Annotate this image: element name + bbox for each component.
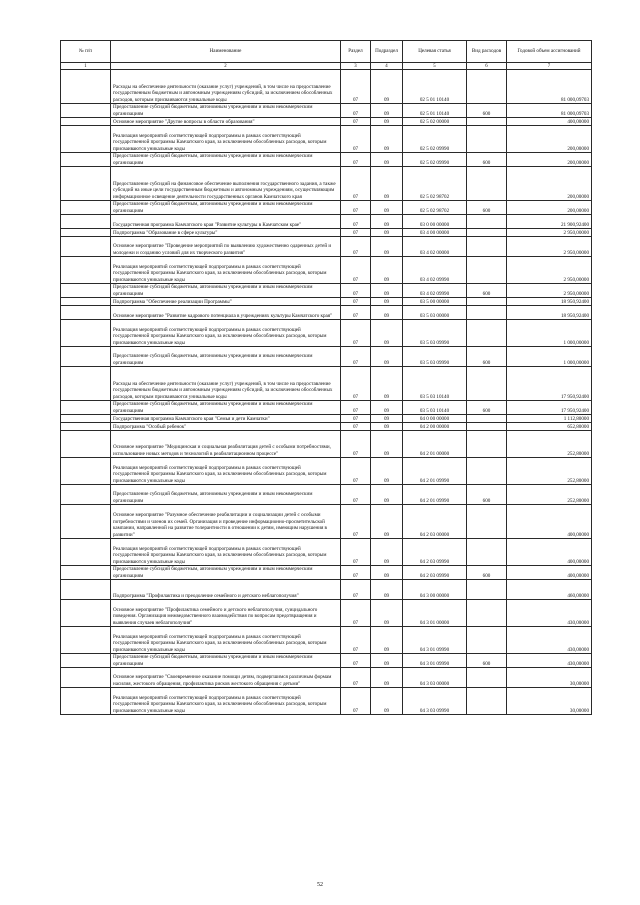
cell-amount: 460,00000	[507, 580, 592, 600]
cell-number	[61, 284, 111, 298]
cell-number	[61, 654, 111, 668]
cell-name: Реализация мероприятий соответствующей подпрограммы в рамках соответствующей государственной программы Камчатского края, за исключением обособленных расходов, которым присваиваются уникальные коды	[111, 688, 341, 715]
cell-number	[61, 118, 111, 126]
cell-number	[61, 539, 111, 566]
cell-expense-type	[467, 539, 507, 566]
cell-expense-type	[467, 215, 507, 229]
cell-expense-type	[467, 298, 507, 306]
cell-podrazdel: 09	[371, 505, 403, 539]
table-row	[61, 229, 592, 237]
cell-expense-type: 600	[467, 566, 507, 580]
cell-name: Предоставление субсидий бюджетным, автономным учреждениям и иным некоммерческим организациям	[111, 347, 341, 367]
cell-podrazdel: 09	[371, 423, 403, 431]
cell-target-article: 02 5 01 10140	[403, 104, 467, 118]
cell-name: Основное мероприятие "Развитие кадрового потенциала в учреждениях культуры Камчатского края"	[111, 306, 341, 320]
cell-name: Реализация мероприятий соответствующей подпрограммы в рамках соответствующей государственной программы Камчатского края, за исключением обособленных расходов, которым присваиваются уникальные коды	[111, 320, 341, 347]
table-row	[61, 257, 592, 284]
cell-expense-type	[467, 306, 507, 320]
cell-amount: 17 950,92400	[507, 401, 592, 415]
cell-target-article: 04 3 03 09990	[403, 688, 467, 715]
cell-razdel: 07	[341, 367, 371, 401]
cell-number	[61, 566, 111, 580]
cell-name: Государственная программа Камчатского края "Семья и дети Камчатки"	[111, 415, 341, 423]
cell-expense-type: 600	[467, 347, 507, 367]
cell-amount: 1 000,00000	[507, 320, 592, 347]
cell-podrazdel: 09	[371, 688, 403, 715]
cell-podrazdel: 09	[371, 654, 403, 668]
cell-expense-type: 600	[467, 654, 507, 668]
cell-podrazdel: 09	[371, 347, 403, 367]
cell-target-article: 04 2 03 09990	[403, 539, 467, 566]
cell-expense-type	[467, 627, 507, 654]
table-row	[61, 627, 592, 654]
cell-amount: 400,00000	[507, 566, 592, 580]
cell-expense-type: 600	[467, 401, 507, 415]
cell-number	[61, 153, 111, 167]
cell-expense-type	[467, 126, 507, 153]
budget-table	[60, 40, 592, 715]
cell-name: Предоставление субсидий бюджетным, автономным учреждениям и иным некоммерческим организациям	[111, 104, 341, 118]
cell-razdel: 07	[341, 153, 371, 167]
cell-expense-type	[467, 458, 507, 485]
cell-number	[61, 580, 111, 600]
cell-razdel: 07	[341, 306, 371, 320]
cell-name: Подпрограмма "Образование в сфере культуры"	[111, 229, 341, 237]
cell-expense-type: 600	[467, 284, 507, 298]
cell-podrazdel: 09	[371, 401, 403, 415]
cell-target-article: 04 2 01 09990	[403, 458, 467, 485]
cell-number	[61, 600, 111, 627]
cell-podrazdel: 09	[371, 627, 403, 654]
cell-target-article: 02 5 02 00000	[403, 118, 467, 126]
cell-podrazdel: 09	[371, 600, 403, 627]
cell-name: Реализация мероприятий соответствующей подпрограммы в рамках соответствующей государственной программы Камчатского края, за исключением обособленных расходов, которым присваиваются уникальные коды	[111, 627, 341, 654]
table-row	[61, 284, 592, 298]
cell-target-article: 03 4 02 00000	[403, 237, 467, 257]
cell-number	[61, 229, 111, 237]
cell-expense-type	[467, 505, 507, 539]
cell-podrazdel: 09	[371, 104, 403, 118]
cell-podrazdel: 09	[371, 566, 403, 580]
cell-amount: 400,00000	[507, 539, 592, 566]
table-row	[61, 167, 592, 201]
cell-podrazdel: 09	[371, 306, 403, 320]
cell-number	[61, 167, 111, 201]
cell-name: Предоставление субсидий бюджетным, автономным учреждениям и иным некоммерческим организациям	[111, 284, 341, 298]
cell-number	[61, 401, 111, 415]
cell-podrazdel: 09	[371, 320, 403, 347]
table-row	[61, 401, 592, 415]
cell-amount: 2 950,00000	[507, 284, 592, 298]
table-row	[61, 654, 592, 668]
cell-podrazdel: 09	[371, 284, 403, 298]
colnum-7: 7	[507, 63, 592, 70]
table-row	[61, 237, 592, 257]
colnum-6: 6	[467, 63, 507, 70]
cell-razdel: 07	[341, 458, 371, 485]
cell-name: Предоставление субсидий бюджетным, автономным учреждениям и иным некоммерческим организациям	[111, 401, 341, 415]
cell-name: Основное мероприятие "Профилактика семейного и детского неблагополучия, суицидального поведения. Организация межведомственного взаимодействия по вопросам предотвращения и выявления случаев неблагополучия"	[111, 600, 341, 627]
cell-podrazdel: 09	[371, 229, 403, 237]
cell-amount: 252,80000	[507, 431, 592, 458]
table-row	[61, 153, 592, 167]
colnum-4: 4	[371, 63, 403, 70]
cell-target-article: 04 3 01 09990	[403, 654, 467, 668]
cell-razdel: 07	[341, 201, 371, 215]
cell-podrazdel: 09	[371, 118, 403, 126]
cell-amount: 430,00000	[507, 654, 592, 668]
cell-number	[61, 257, 111, 284]
cell-amount: 252,80000	[507, 485, 592, 505]
cell-target-article: 03 0 00 00000	[403, 215, 467, 229]
cell-amount: 430,00000	[507, 600, 592, 627]
cell-name: Предоставление субсидий бюджетным, автономным учреждениям и иным некоммерческим организациям	[111, 485, 341, 505]
cell-number	[61, 70, 111, 104]
cell-amount: 30,00000	[507, 688, 592, 715]
cell-podrazdel: 09	[371, 237, 403, 257]
cell-razdel: 07	[341, 104, 371, 118]
cell-expense-type: 600	[467, 104, 507, 118]
cell-target-article: 04 2 01 00000	[403, 431, 467, 458]
cell-razdel: 07	[341, 415, 371, 423]
page-number: 52	[317, 882, 323, 888]
cell-number	[61, 627, 111, 654]
cell-amount: 652,80000	[507, 423, 592, 431]
cell-razdel: 07	[341, 126, 371, 153]
cell-razdel: 07	[341, 347, 371, 367]
cell-expense-type	[467, 70, 507, 104]
cell-expense-type	[467, 688, 507, 715]
cell-name: Расходы на обеспечение деятельности (оказание услуг) учреждений, в том числе на предоставление государственным бюджетным и автономным учреждениям субсидий, за исключением обособленных расходов, которым присваиваются уникальные коды	[111, 367, 341, 401]
colnum-3: 3	[341, 63, 371, 70]
cell-name: Предоставление субсидий бюджетным, автономным учреждениям и иным некоммерческим организациям	[111, 566, 341, 580]
colnum-1: 1	[61, 63, 111, 70]
table-row	[61, 485, 592, 505]
cell-amount: 21 900,92400	[507, 215, 592, 229]
cell-podrazdel: 09	[371, 257, 403, 284]
cell-number	[61, 415, 111, 423]
cell-expense-type	[467, 600, 507, 627]
cell-podrazdel: 09	[371, 126, 403, 153]
cell-amount: 200,00000	[507, 167, 592, 201]
cell-expense-type	[467, 237, 507, 257]
table-row	[61, 306, 592, 320]
cell-target-article: 04 2 03 09990	[403, 566, 467, 580]
cell-amount: 430,00000	[507, 627, 592, 654]
cell-target-article: 03 5 00 00000	[403, 298, 467, 306]
table-row	[61, 347, 592, 367]
cell-amount: 400,00000	[507, 118, 592, 126]
cell-name: Основное мероприятие "Проведение мероприятий по выявлению художественно одаренных детей и молодежи и созданию условий для их творческого развития"	[111, 237, 341, 257]
cell-number	[61, 423, 111, 431]
cell-name: Реализация мероприятий соответствующей подпрограммы в рамках соответствующей государственной программы Камчатского края, за исключением обособленных расходов, которым присваиваются уникальные коды	[111, 539, 341, 566]
cell-razdel: 07	[341, 215, 371, 229]
cell-name: Основное мероприятие "Медицинская и социальная реабилитация детей с особыми потребностями, использование новых методов и технологий в реабилитационном процессе"	[111, 431, 341, 458]
cell-podrazdel: 09	[371, 485, 403, 505]
cell-expense-type: 600	[467, 485, 507, 505]
cell-target-article: 04 0 00 00000	[403, 415, 467, 423]
cell-target-article: 02 5 02 09990	[403, 153, 467, 167]
cell-razdel: 07	[341, 431, 371, 458]
cell-number	[61, 201, 111, 215]
cell-number	[61, 458, 111, 485]
cell-podrazdel: 09	[371, 539, 403, 566]
cell-podrazdel: 09	[371, 215, 403, 229]
cell-expense-type	[467, 367, 507, 401]
cell-expense-type	[467, 431, 507, 458]
cell-expense-type	[467, 167, 507, 201]
cell-number	[61, 485, 111, 505]
cell-razdel: 07	[341, 423, 371, 431]
cell-number	[61, 298, 111, 306]
cell-amount: 81 000,09703	[507, 104, 592, 118]
cell-razdel: 07	[341, 668, 371, 688]
cell-target-article: 03 5 03 09990	[403, 320, 467, 347]
cell-expense-type	[467, 423, 507, 431]
cell-podrazdel: 09	[371, 70, 403, 104]
cell-number	[61, 126, 111, 153]
table-row	[61, 431, 592, 458]
cell-target-article: 03 4 00 00000	[403, 229, 467, 237]
cell-razdel: 07	[341, 284, 371, 298]
cell-name: Государственная программа Камчатского края "Развитие культуры в Камчатском крае"	[111, 215, 341, 229]
colnum-2: 2	[111, 63, 341, 70]
cell-amount: 1 112,80000	[507, 415, 592, 423]
header-target-article: Целевая статья	[403, 41, 467, 63]
cell-podrazdel: 09	[371, 367, 403, 401]
cell-name: Основное мероприятие "Своевременное оказание помощи детям, подвергшимся различным формам насилия, жестокого обращения, профилактика рисков жестокого обращения с детьми"	[111, 668, 341, 688]
cell-name: Подпрограмма "Особый ребенок"	[111, 423, 341, 431]
cell-number	[61, 505, 111, 539]
cell-number	[61, 237, 111, 257]
cell-name: Реализация мероприятий соответствующей подпрограммы в рамках соответствующей государственной программы Камчатского края, за исключением обособленных расходов, которым присваиваются уникальные коды	[111, 458, 341, 485]
cell-amount: 252,80000	[507, 458, 592, 485]
table-header-row	[61, 41, 592, 63]
cell-razdel: 07	[341, 229, 371, 237]
cell-amount: 200,00000	[507, 201, 592, 215]
cell-number	[61, 104, 111, 118]
cell-target-article: 03 5 03 00000	[403, 306, 467, 320]
cell-razdel: 07	[341, 237, 371, 257]
cell-expense-type	[467, 320, 507, 347]
cell-target-article: 03 5 03 10140	[403, 367, 467, 401]
cell-amount: 1 000,00000	[507, 347, 592, 367]
cell-razdel: 07	[341, 167, 371, 201]
header-razdel: Раздел	[341, 41, 371, 63]
cell-target-article: 02 5 01 10140	[403, 70, 467, 104]
table-row	[61, 580, 592, 600]
cell-name: Подпрограмма "Профилактика и преодоление семейного и детского неблагополучия"	[111, 580, 341, 600]
cell-name: Основное мероприятие "Другие вопросы в области образования"	[111, 118, 341, 126]
cell-name: Основное мероприятие "Разумное обеспечение реабилитации и социализации детей с особыми потребностями и членов их семей. Организация и проведение информационно-просветительской кампании, направленной на развитие толерантности в отношении к детям, имеющим нарушения в развитии"	[111, 505, 341, 539]
cell-number	[61, 347, 111, 367]
cell-amount: 30,00000	[507, 668, 592, 688]
cell-target-article: 04 3 01 00000	[403, 600, 467, 627]
cell-number	[61, 215, 111, 229]
cell-target-article: 04 2 01 09990	[403, 485, 467, 505]
cell-name: Расходы на обеспечение деятельности (оказание услуг) учреждений, в том числе на предоставление государственным бюджетным и автономным учреждениям субсидий, за исключением обособленных расходов, которым присваиваются уникальные коды	[111, 70, 341, 104]
cell-podrazdel: 09	[371, 580, 403, 600]
cell-target-article: 03 4 02 09990	[403, 257, 467, 284]
cell-amount: 81 000,09703	[507, 70, 592, 104]
cell-name: Подпрограмма "Обеспечение реализации Программы"	[111, 298, 341, 306]
table-row	[61, 688, 592, 715]
table-row	[61, 126, 592, 153]
cell-name: Реализация мероприятий соответствующей подпрограммы в рамках соответствующей государственной программы Камчатского края, за исключением обособленных расходов, которым присваиваются уникальные коды	[111, 257, 341, 284]
table-row	[61, 298, 592, 306]
table-row	[61, 104, 592, 118]
cell-number	[61, 320, 111, 347]
cell-razdel: 07	[341, 566, 371, 580]
header-annual-amount: Годовой объем ассигнований	[507, 41, 592, 63]
cell-expense-type: 600	[467, 201, 507, 215]
header-name: Наименование	[111, 41, 341, 63]
colnum-5: 5	[403, 63, 467, 70]
cell-name: Предоставление субсидий бюджетным, автономным учреждениям и иным некоммерческим организациям	[111, 153, 341, 167]
cell-amount: 2 950,00000	[507, 237, 592, 257]
cell-amount: 200,00000	[507, 153, 592, 167]
table-row	[61, 201, 592, 215]
cell-target-article: 04 2 03 00000	[403, 505, 467, 539]
cell-target-article: 02 5 02 09990	[403, 126, 467, 153]
table-row	[61, 423, 592, 431]
cell-podrazdel: 09	[371, 431, 403, 458]
cell-expense-type: 600	[467, 153, 507, 167]
cell-expense-type	[467, 415, 507, 423]
cell-razdel: 07	[341, 485, 371, 505]
cell-razdel: 07	[341, 118, 371, 126]
cell-target-article: 04 3 01 09990	[403, 627, 467, 654]
cell-razdel: 07	[341, 539, 371, 566]
table-row	[61, 70, 592, 104]
cell-target-article: 03 5 03 10140	[403, 401, 467, 415]
cell-target-article: 04 3 00 00000	[403, 580, 467, 600]
cell-razdel: 07	[341, 600, 371, 627]
cell-name: Предоставление субсидий бюджетным, автономным учреждениям и иным некоммерческим организациям	[111, 654, 341, 668]
cell-podrazdel: 09	[371, 458, 403, 485]
table-body	[61, 70, 592, 715]
table-row	[61, 539, 592, 566]
cell-podrazdel: 09	[371, 298, 403, 306]
cell-target-article: 04 3 03 00000	[403, 668, 467, 688]
cell-amount: 17 950,92400	[507, 367, 592, 401]
cell-razdel: 07	[341, 580, 371, 600]
cell-target-article: 03 4 02 09990	[403, 284, 467, 298]
cell-expense-type	[467, 580, 507, 600]
header-podrazdel: Подраздел	[371, 41, 403, 63]
cell-amount: 18 950,92400	[507, 298, 592, 306]
cell-number	[61, 668, 111, 688]
column-number-row	[61, 63, 592, 70]
table-row	[61, 600, 592, 627]
cell-podrazdel: 09	[371, 167, 403, 201]
cell-podrazdel: 09	[371, 201, 403, 215]
cell-razdel: 07	[341, 505, 371, 539]
header-expense-type: Вид расходов	[467, 41, 507, 63]
cell-razdel: 07	[341, 320, 371, 347]
cell-number	[61, 431, 111, 458]
cell-razdel: 07	[341, 654, 371, 668]
cell-name: Предоставление субсидий бюджетным, автономным учреждениям и иным некоммерческим организациям	[111, 201, 341, 215]
cell-expense-type	[467, 668, 507, 688]
cell-podrazdel: 09	[371, 153, 403, 167]
cell-amount: 400,00000	[507, 505, 592, 539]
cell-razdel: 07	[341, 627, 371, 654]
cell-number	[61, 688, 111, 715]
table-row	[61, 458, 592, 485]
table-row	[61, 415, 592, 423]
cell-razdel: 07	[341, 688, 371, 715]
cell-expense-type	[467, 118, 507, 126]
cell-razdel: 07	[341, 70, 371, 104]
table-row	[61, 566, 592, 580]
table-row	[61, 505, 592, 539]
cell-razdel: 07	[341, 257, 371, 284]
cell-razdel: 07	[341, 298, 371, 306]
cell-razdel: 07	[341, 401, 371, 415]
cell-number	[61, 306, 111, 320]
table-row	[61, 215, 592, 229]
cell-name: Предоставление субсидий на финансовое обеспечение выполнения государственного задания, а также субсидий на иные цели государственным бюджетным и автономным учреждениям, осуществляющим информационное освещение деятельности государственных органов Камчатского края	[111, 167, 341, 201]
table-row	[61, 367, 592, 401]
cell-amount: 2 950,00000	[507, 229, 592, 237]
table-row	[61, 320, 592, 347]
cell-amount: 2 950,00000	[507, 257, 592, 284]
cell-target-article: 02 5 02 98702	[403, 201, 467, 215]
header-number: № п/п	[61, 41, 111, 63]
cell-target-article: 04 2 00 00000	[403, 423, 467, 431]
cell-target-article: 03 5 03 09990	[403, 347, 467, 367]
cell-target-article: 02 5 02 98702	[403, 167, 467, 201]
cell-number	[61, 367, 111, 401]
cell-expense-type	[467, 257, 507, 284]
table-row	[61, 118, 592, 126]
cell-amount: 200,00000	[507, 126, 592, 153]
cell-podrazdel: 09	[371, 415, 403, 423]
cell-podrazdel: 09	[371, 668, 403, 688]
cell-expense-type	[467, 229, 507, 237]
cell-amount: 18 950,92400	[507, 306, 592, 320]
cell-name: Реализация мероприятий соответствующей подпрограммы в рамках соответствующей государственной программы Камчатского края, за исключением обособленных расходов, которым присваиваются уникальные коды	[111, 126, 341, 153]
table-row	[61, 668, 592, 688]
